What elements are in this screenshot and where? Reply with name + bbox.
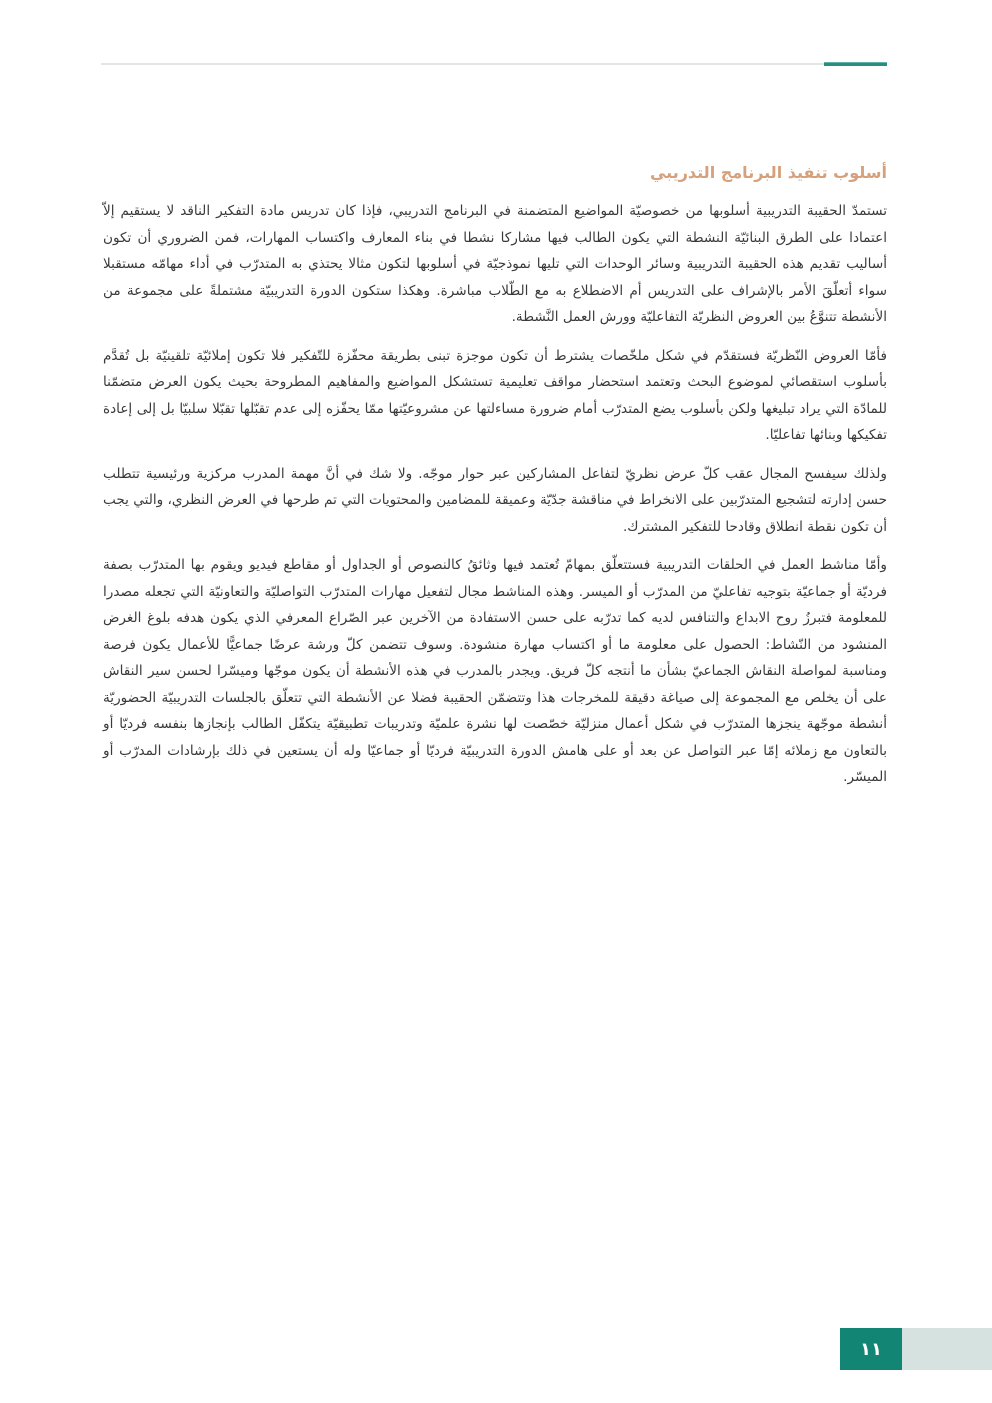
paragraph-1: تستمدّ الحقيبة التدريبية أسلوبها من خصوصيّة المواضيع المتضمنة في البرنامج التدريبي، فإذا كان تدريس مادة التفكير الناقد لا يستقيم إلاّ اعتمادا على الطرق البنائيّة النشطة التي يكون الطالب فيها مشاركا نشطا في بناء المعارف واكتساب المهارات، فمن الضروري أن تكون أساليب تقديم هذه الحقيبة التدريبية وسائر الوحدات التي تليها نموذجيّة في أسلوبها لتكون مثالا يحتذي به المتدرّب في أداء مهامّه مستقبلا سواء أتعلّقَ الأمر بالإشراف على التدريس أم الاضطلاع به مع الطّلاب مباشرة. وهكذا ستكون الدورة التدريبيّة مشتملةً على مجموعة من الأنشطة تتنوَّعُ بين العروض النظريّة التفاعليّة وورش العمل النَّشطة. (103, 203, 887, 325)
header-rule-accent (824, 62, 887, 66)
page-number: ١١ (840, 1328, 902, 1370)
page-content (103, 160, 887, 803)
paragraph-4: وأمّا مناشط العمل في الحلقات التدريبية فستتعلّق بمهامّ تُعتمد فيها وثائقُ كالنصوص أو الجداول أو مقاطع فيديو ويقوم بها المتدرّب بصفة فرديّة أو جماعيّة بتوجيه تفاعليّ من المدرّب أو الميسر. وهذه المناشط مجال لتفعيل مهارات المتدرّب التواصليّة والتعاونيّة التي تجعله مصدرا للمعلومة فتبرزُ روح الابداع والتنافس لديه كما تدرّبه على حسن الاستفادة من الآخرين عبر الصّراع المعرفي الذي يكون هدفه بلوغ الغرض المنشود من النّشاط: الحصول على معلومة ما أو اكتساب مهارة منشودة. وسوف تتضمن كلّ ورشة عرضًا جماعيًّا للأعمال يكون فرصة ومناسبة لمواصلة النقاش الجماعيّ بشأن ما أنتجه كلّ فريق. ويجدر بالمدرب في هذه الأنشطة أن يكون موجّها وميسّرا لحسن سير النقاش على أن يخلص مع المجموعة إلى صياغة دقيقة للمخرجات هذا وتتضمّن الحقيبة فضلا عن الأنشطة التي تتعلّق بالجلسات التدريبيّة الحضوريّة أنشطة موجّهة ينجزها المتدرّب في شكل أعمال منزليّة خصّصت لها نشرة علميّة وتدريبات تطبيقيّة يتكفّل الطالب بإنجازها بنفسه فرديّا أو بالتعاون مع زملائه إمّا عبر التواصل عن بعد أو على هامش الدورة التدريبيّة فرديّا أو جماعيّا وله أن يستعين في ذلك بإرشادات المدرّب أو الميسّر. (103, 557, 887, 785)
section-title: أسلوب تنفيذ البرنامج التدريبي (649, 163, 887, 182)
paragraph-3: ولذلك سيفسح المجال عقب كلّ عرض نظريّ لتفاعل المشاركين عبر حوار موجّه. ولا شك في أنَّ مهمة المدرب مركزية ورئيسية تتطلب حسن إدارته لتشجيع المتدرّبين على الانخراط في مناقشة جدّيّة وعميقة للمضامين والمحتويات التي تم طرحها في العرض النظري، والتي يجب أن تكون نقطة انطلاق وقادحا للتفكير المشترك. (103, 465, 887, 535)
header-rule (101, 63, 887, 65)
footer-bar (902, 1328, 992, 1370)
paragraph-2: فأمّا العروض النّظريّة فستقدّم في شكل ملخّصات يشترط أن تكون موجزة تبنى بطريقة محفّزة للتّفكير فلا تكون إملائيّة تلقينيّة بل تُقدَّم بأسلوب استقصائي لموضوع البحث وتعتمد استحضار مواقف تعليمية تستشكل المواضيع والمفاهيم المطروحة بحيث يكون العرض متضمّنا للمادّة التي يراد تبليغها ولكن بأسلوب يضع المتدرّب أمام ضرورة مساءلتها عن مشروعيّتها ممّا يحفّزه إلى عدم تقبّلها تقبّلا سلبيّا بل إلى إعادة تفكيكها وبنائها تفاعليّا. (103, 347, 887, 443)
